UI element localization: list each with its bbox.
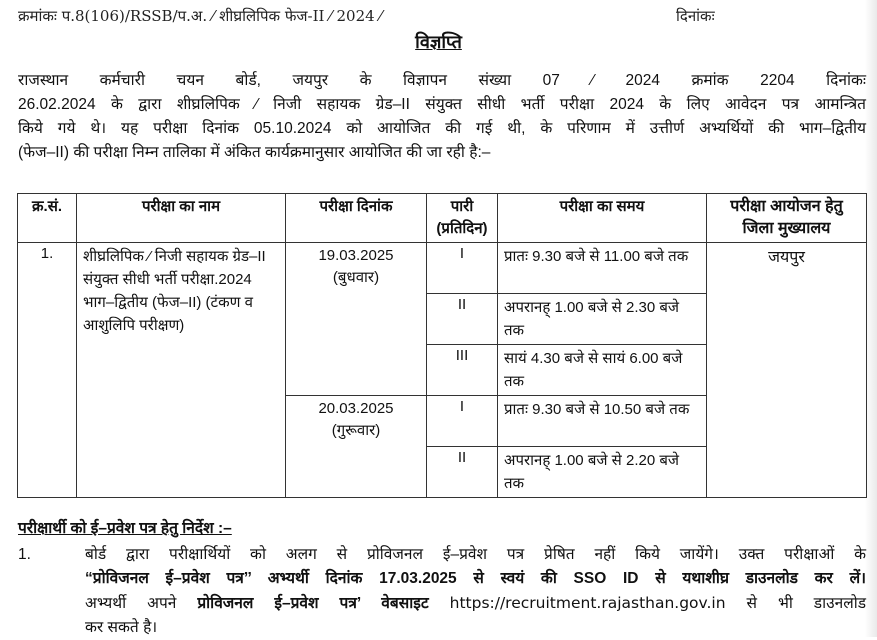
header-exam-name: परीक्षा का नाम [77, 194, 286, 243]
cell-exam-time: प्रातः 9.30 बजे से 10.50 बजे तक [498, 396, 707, 447]
date-value: 20.03.2025 [318, 400, 394, 417]
instruction-text: से भी डाउनलोड [725, 595, 867, 612]
day-value: (बुधवार) [332, 269, 380, 286]
cell-shift: III [427, 345, 498, 396]
header-district: परीक्षा आयोजन हेतु जिला मुख्यालय [707, 194, 867, 243]
instruction-number: 1. [18, 546, 31, 563]
notice-title: विज्ञप्ति [415, 32, 462, 52]
cell-exam-time: अपरानह् 1.00 बजे से 2.20 बजे तक [498, 447, 707, 498]
instruction-line [85, 591, 866, 616]
header-exam-date: परीक्षा दिनांक [286, 194, 427, 243]
table-row [18, 243, 867, 294]
instruction-body [85, 543, 866, 640]
instructions-heading: परीक्षार्थी को ई–प्रवेश पत्र हेतु निर्देश :– [18, 520, 232, 537]
exam-schedule-table [17, 193, 867, 498]
intro-line: (फेज–II) की परीक्षा निम्न तालिका में अंकित कार्यक्रमानुसार आयोजित की जा रही है:– [18, 144, 491, 161]
instruction-text-bold: प्रोविजनल ई–प्रवेश पत्र’ वेबसाइट [197, 595, 429, 612]
date-value: 19.03.2025 [318, 247, 394, 264]
intro-line: किये गये थे। यह परीक्षा दिनांक 05.10.2024 को आयोजित की गई थी, के परिणाम में उत्तीर्ण अभ्यर्थियों की भाग–द्वितीय [18, 120, 866, 137]
date-label: दिनांकः [676, 7, 715, 25]
cell-exam-time: प्रातः 9.30 बजे से 11.00 बजे तक [498, 243, 707, 294]
cell-exam-time: सायं 4.30 बजे से सायं 6.00 बजे तक [498, 345, 707, 396]
cell-exam-date [286, 243, 427, 396]
cell-sn: 1. [18, 243, 77, 498]
cell-shift: I [427, 396, 498, 447]
intro-line: राजस्थान कर्मचारी चयन बोर्ड, जयपुर के विज्ञापन संख्या 07 ⁄ 2024 क्रमांक 2204 दिनांकः [18, 72, 866, 89]
intro-paragraph [18, 69, 866, 165]
header-sn: क्र.सं. [18, 194, 77, 243]
cell-exam-name: शीघ्रलिपिक ⁄ निजी सहायक ग्रेड–II संयुक्त सीधी भर्ती परीक्षा.2024 भाग–द्वितीय (फेज–II) (टंकण व आशुलिपि परीक्षण) [77, 243, 286, 498]
cell-exam-time: अपरानह् 1.00 बजे से 2.30 बजे तक [498, 294, 707, 345]
cell-district: जयपुर [707, 243, 867, 498]
instruction-line: बोर्ड द्वारा परीक्षार्थियों को अलग से प्रोविजनल ई–प्रवेश पत्र प्रेषित नहीं किये जायेंगे। उक्त परीक्षाओं के [85, 546, 866, 563]
instruction-line-bold: “प्रोविजनल ई–प्रवेश पत्र’’ अभ्यर्थी दिनांक 17.03.2025 से स्वयं की SSO ID से यथाशीघ्र डाउनलोड कर लें। [85, 570, 866, 587]
instruction-text: अभ्यर्थी अपने [85, 595, 198, 612]
day-value: (गुरूवार) [331, 422, 381, 439]
instruction-line: कर सकते है। [85, 619, 158, 636]
cell-exam-date [286, 396, 427, 498]
website-link[interactable]: https://recruitment.rajasthan.gov.in [449, 594, 726, 612]
cell-shift: II [427, 447, 498, 498]
header-exam-time: परीक्षा का समय [498, 194, 707, 243]
instruction-item [18, 543, 866, 640]
reference-number: क्रमांकः प.8(106)/RSSB/प.अ. ⁄ शीघ्रलिपिक फेज-II ⁄ 2024 ⁄ [18, 7, 382, 25]
header-shift: पारी (प्रतिदिन) [427, 194, 498, 243]
cell-shift: II [427, 294, 498, 345]
table-header-row [18, 194, 867, 243]
cell-shift: I [427, 243, 498, 294]
intro-line: 26.02.2024 के द्वारा शीघ्रलिपिक ⁄ निजी सहायक ग्रेड–II संयुक्त सीधी भर्ती परीक्षा 2024 के लिए आवेदन पत्र आमन्त्रित [18, 96, 866, 113]
